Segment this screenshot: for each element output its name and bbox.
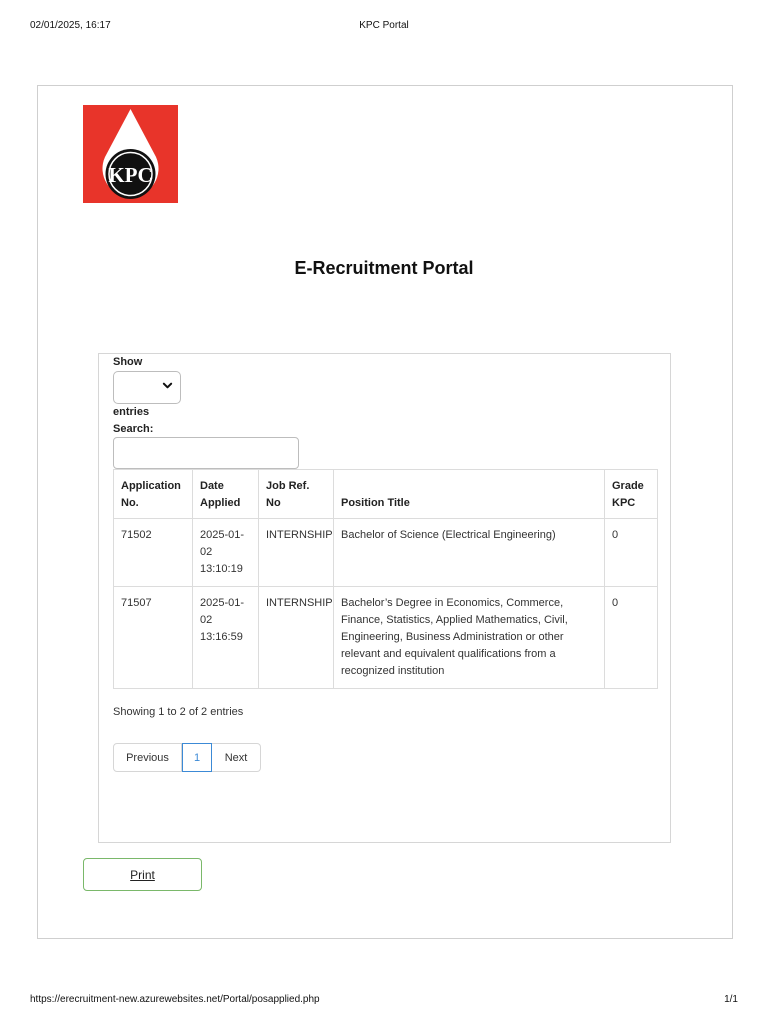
print-url: https://erecruitment-new.azurewebsites.net/Portal/posapplied.php <box>30 994 320 1005</box>
search-label: Search: <box>113 423 154 435</box>
chevron-down-icon <box>162 380 173 391</box>
table-row <box>114 587 658 689</box>
pagination <box>113 743 261 772</box>
previous-button[interactable]: Previous <box>113 743 182 772</box>
cell-application-no: 71502 <box>114 519 193 587</box>
col-date-applied[interactable]: Date Applied <box>193 470 259 519</box>
print-button[interactable]: Print <box>83 858 202 891</box>
show-label: Show <box>113 356 143 368</box>
logo-text: KPC <box>108 163 153 187</box>
table-row <box>114 519 658 587</box>
table-info: Showing 1 to 2 of 2 entries <box>113 706 244 718</box>
col-grade[interactable]: Grade KPC <box>605 470 658 519</box>
search-input[interactable] <box>113 437 299 469</box>
applications-table <box>113 469 658 689</box>
cell-grade: 0 <box>605 519 658 587</box>
cell-position-title: Bachelor of Science (Electrical Engineering) <box>334 519 605 587</box>
col-job-ref[interactable]: Job Ref. No <box>259 470 334 519</box>
print-page-number: 1/1 <box>724 994 738 1005</box>
cell-date-applied: 2025-01-02 13:10:19 <box>193 519 259 587</box>
col-position-title[interactable]: Position Title <box>334 470 605 519</box>
table-header-row <box>114 470 658 519</box>
print-doc-title: KPC Portal <box>359 20 409 31</box>
cell-application-no: 71507 <box>114 587 193 689</box>
cell-job-ref: INTERNSHIP <box>259 519 334 587</box>
cell-grade: 0 <box>605 587 658 689</box>
entries-length-select[interactable] <box>113 371 181 404</box>
cell-date-applied: 2025-01-02 13:16:59 <box>193 587 259 689</box>
next-button[interactable]: Next <box>212 743 261 772</box>
page-1-button[interactable]: 1 <box>182 743 212 772</box>
entries-label: entries <box>113 406 150 418</box>
page-title: E-Recruitment Portal <box>294 258 474 278</box>
print-datetime: 02/01/2025, 16:17 <box>30 20 111 31</box>
col-application-no[interactable]: Application No. <box>114 470 193 519</box>
kpc-logo <box>83 105 178 203</box>
cell-job-ref: INTERNSHIP <box>259 587 334 689</box>
cell-position-title: Bachelor’s Degree in Economics, Commerce, Finance, Statistics, Applied Mathematics, Civil, Engineering, Business Administration or other relevant and equivalent qualifications from a recognized institution <box>334 587 605 689</box>
